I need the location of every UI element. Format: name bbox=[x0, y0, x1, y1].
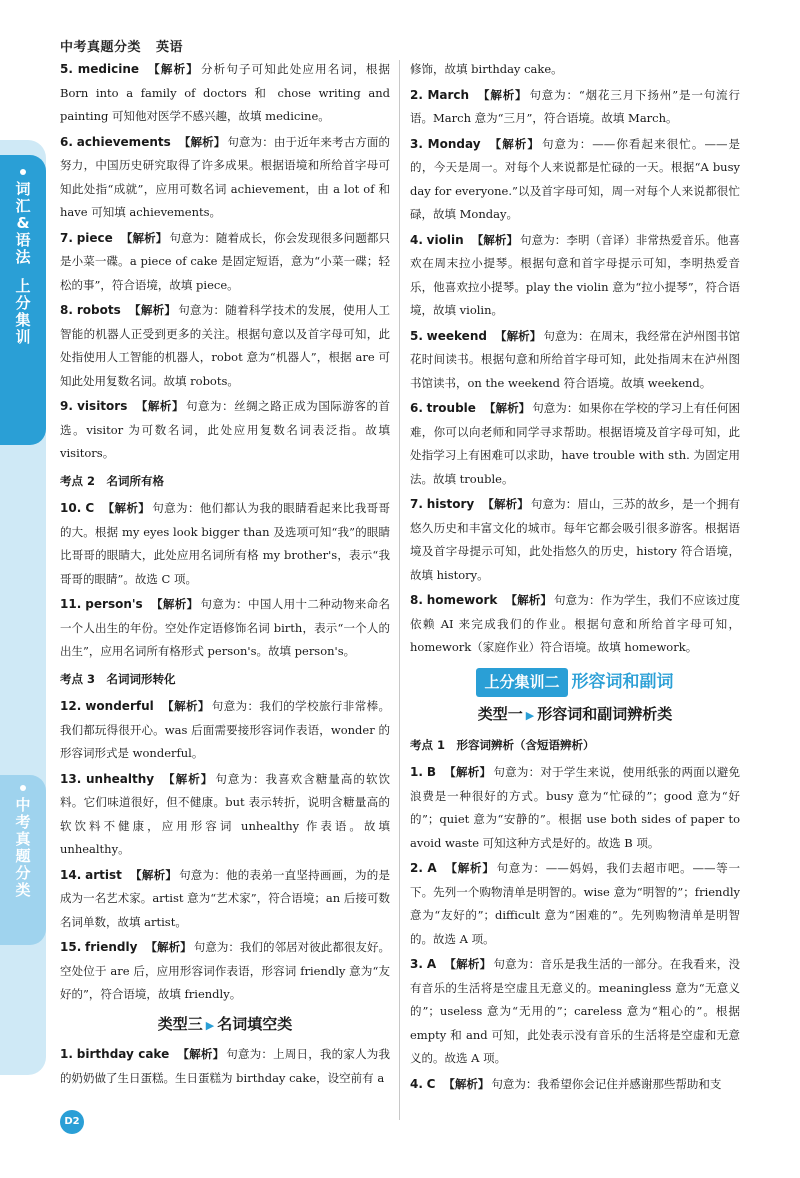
item-number: 1. bbox=[60, 1047, 73, 1061]
tab-char: 真 bbox=[15, 830, 31, 848]
answer-word: March bbox=[427, 87, 470, 102]
explanation-text: 句意为：——你看起来很忙。——是的，今天是周一。对每个人来说都是忙碌的一天。根据“A busy day for everyone.”以及首字母可知，周一对每个人来说都很忙碌，故填 Monday。 bbox=[410, 136, 741, 221]
answer-word: wonderful bbox=[85, 699, 154, 713]
tab-char: 分 bbox=[15, 294, 31, 312]
page-number: D2 bbox=[60, 1110, 84, 1134]
analysis-tag: 【解析】 bbox=[482, 497, 529, 511]
explanation-text: 修饰，故填 birthday cake。 bbox=[410, 62, 563, 76]
explanation-text: 句意为：我们的学校旅行非常棒。我们都玩得很开心。was 后面需要接形容词作表语，wonder 的形容词形式是 wonderful。 bbox=[60, 699, 391, 760]
explanation-text: 句意为：我们的邻居对彼此都很友好。空处位于 are 后，应用形容词作表语，形容词 friendly 意为“友好的”，符合语境，故填 friendly。 bbox=[60, 940, 391, 1001]
analysis-tag: 【解析】 bbox=[443, 1076, 490, 1091]
analysis-tag: 【解析】 bbox=[150, 597, 199, 611]
analysis-tag: 【解析】 bbox=[177, 1047, 225, 1061]
analysis-tag: 【解析】 bbox=[505, 593, 553, 607]
item-number: 8. bbox=[410, 593, 423, 607]
item-number: 3. bbox=[410, 136, 423, 151]
analysis-tag: 【解析】 bbox=[128, 303, 177, 317]
type-label: 类型三 bbox=[157, 1014, 203, 1033]
answer-item bbox=[60, 1043, 390, 1090]
explanation-text: 句意为：李明（音译）非常热爱音乐。他喜欢在周末拉小提琴。根据句意和首字母提示可知，李明热爱音乐，他喜欢拉小提琴。play the violin 意为“拉小提琴”，符合语境，故填 violin。 bbox=[410, 232, 741, 317]
tab-char: 集 bbox=[15, 311, 31, 329]
answer-item bbox=[410, 133, 740, 227]
answer-word: artist bbox=[85, 867, 122, 882]
answer-item bbox=[410, 229, 740, 323]
item-number: 1. bbox=[410, 765, 423, 779]
explanation-text: 句意为：在周末，我经常在泸州图书馆花时间读书。根据句意和所给首字母可知，此处指周末在泸州图书馆读书，on the weekend 符合语境。故填 weekend。 bbox=[410, 328, 741, 390]
tab-char: 汇 bbox=[15, 197, 31, 215]
right-column bbox=[410, 58, 740, 1098]
explanation-text: 句意为：丝绸之路正成为国际游客的首选。visitor 为可数名词，此处应用复数名词表泛指。故填 visitors。 bbox=[60, 399, 390, 460]
explanation-text: 句意为：他们都认为我的眼睛看起来比我哥哥的大。根据 my eyes look bigger than 及选项可知“我”的眼睛比哥哥的眼睛大，此处应用名词所有格 my brother's，表示“我哥哥的眼睛”。故选 C 项。 bbox=[60, 501, 391, 586]
section-heading: 考点 1 形容词辨析（含短语辨析） bbox=[410, 737, 595, 752]
tab-char: & bbox=[16, 214, 30, 232]
explanation-text: 句意为：“烟花三月下扬州”是一句流行语。March 意为“三月”，符合语境。故填 March。 bbox=[410, 87, 740, 125]
column-divider bbox=[399, 60, 400, 1120]
dot-icon bbox=[20, 785, 26, 791]
answer-word: person's bbox=[85, 597, 143, 611]
answer-word: C bbox=[426, 1076, 436, 1091]
triangle-icon: ▶ bbox=[525, 709, 535, 722]
answer-item bbox=[60, 936, 390, 1007]
answer-item bbox=[410, 84, 740, 131]
tab-char: 题 bbox=[15, 847, 31, 865]
item-number: 7. bbox=[60, 230, 73, 245]
tab-char: 语 bbox=[15, 231, 31, 249]
item-number: 11. bbox=[60, 597, 82, 611]
answer-item bbox=[60, 227, 390, 298]
answer-item bbox=[410, 1073, 740, 1097]
tab-char: 类 bbox=[15, 881, 31, 899]
answer-item bbox=[60, 299, 390, 393]
section-banner bbox=[410, 668, 740, 698]
answer-item bbox=[410, 589, 740, 660]
answer-item bbox=[410, 325, 740, 396]
subject-label: 英语 bbox=[156, 40, 184, 55]
answer-word: trouble bbox=[426, 401, 476, 415]
side-tab-vocab-grammar[interactable] bbox=[0, 155, 46, 445]
type-label: 类型一 bbox=[477, 705, 523, 723]
running-header bbox=[60, 36, 193, 55]
section-heading: 考点 3 名词词形转化 bbox=[60, 671, 176, 686]
analysis-tag: 【解析】 bbox=[161, 699, 210, 713]
answer-item bbox=[60, 58, 390, 129]
answer-word: unhealthy bbox=[85, 771, 155, 786]
answer-word: medicine bbox=[77, 62, 140, 76]
answer-item bbox=[410, 761, 740, 855]
item-number: 8. bbox=[60, 303, 73, 317]
tab-char: 考 bbox=[15, 813, 31, 831]
item-number: 9. bbox=[60, 399, 73, 413]
tab-char: 词 bbox=[15, 180, 31, 198]
analysis-tag: 【解析】 bbox=[178, 134, 226, 149]
answer-item bbox=[60, 395, 390, 466]
item-number: 6. bbox=[410, 401, 423, 415]
answer-word: homework bbox=[426, 593, 498, 607]
side-tab-exam-classified[interactable] bbox=[0, 775, 46, 945]
triangle-icon: ▶ bbox=[205, 1018, 215, 1032]
tab-char: 训 bbox=[15, 328, 31, 346]
analysis-tag: 【解析】 bbox=[471, 232, 519, 247]
item-number: 14. bbox=[60, 867, 82, 882]
type-title: 名词填空类 bbox=[217, 1014, 293, 1033]
type-heading bbox=[410, 703, 740, 728]
explanation-text: 句意为：随着科学技术的发展，使用人工智能的机器人正受到更多的关注。根据句意以及首字母可知，此处指使用人工智能的机器人，robot 意为“机器人”，根据 are 可知此处用复数名词。故填 robots。 bbox=[60, 303, 391, 388]
answer-word: birthday cake bbox=[76, 1047, 170, 1061]
left-column bbox=[60, 58, 390, 1092]
banner-title: 形容词和副词 bbox=[571, 671, 674, 692]
item-number: 4. bbox=[410, 232, 423, 247]
type-heading bbox=[60, 1013, 390, 1038]
item-number: 12. bbox=[60, 699, 82, 713]
analysis-tag: 【解析】 bbox=[162, 771, 214, 786]
answer-word: Monday bbox=[427, 136, 481, 151]
item-number: 5. bbox=[60, 62, 73, 76]
item-number: 13. bbox=[60, 771, 82, 786]
explanation-text: 句意为：中国人用十二种动物来命名一个人出生的年份。空处作定语修饰名词 birth，表示“一个人的出生”，应用名词所有格形式 person's。故填 person's。 bbox=[60, 597, 391, 658]
explanation-text: 句意为：音乐是我生活的一部分。在我看来，没有音乐的生活将是空虚且无意义的。meaningless 意为“无意义的”；useless 意为“无用的”；careless 意为“粗心的”。根据 empty 和 and 可知，此处表示没有音乐的生活将是空虚和无意义的。故选 A 项。 bbox=[410, 957, 741, 1065]
tab-char: 上 bbox=[15, 277, 31, 295]
answer-item bbox=[410, 493, 740, 587]
answer-word: A bbox=[427, 861, 437, 875]
explanation-text: 句意为：上周日，我的家人为我的奶奶做了生日蛋糕。生日蛋糕为 birthday cake，设空前有 a bbox=[60, 1047, 391, 1085]
explanation-text: 句意为：我喜欢含糖量高的软饮料。它们味道很好，但不健康。but 表示转折，说明含糖量高的软饮料不健康，应用形容词 unhealthy 作表语。故填 unhealthy。 bbox=[60, 771, 391, 856]
analysis-tag: 【解析】 bbox=[444, 765, 492, 779]
answer-word: achievements bbox=[76, 134, 171, 149]
answer-item bbox=[60, 768, 390, 862]
answer-item bbox=[410, 58, 740, 82]
item-number: 4. bbox=[410, 1076, 423, 1091]
analysis-tag: 【解析】 bbox=[135, 399, 184, 413]
banner-label: 上分集训二 bbox=[476, 668, 567, 698]
explanation-text: 句意为：如果你在学校的学习上有任何困难，你可以向老师和同学寻求帮助。根据语境及首字母可知，此处指学习上有困难可以求助，have trouble with sth. 为固定用法。故填 trouble。 bbox=[410, 401, 741, 486]
analysis-tag: 【解析】 bbox=[488, 136, 540, 151]
answer-item bbox=[60, 695, 390, 766]
explanation-text: 句意为：作为学生，我们不应该过度依赖 AI 来完成我们的作业。根据句意和所给首字母可知，homework（家庭作业）符合语境。故填 homework。 bbox=[410, 593, 741, 654]
analysis-tag: 【解析】 bbox=[120, 230, 168, 245]
section-heading: 考点 2 名词所有格 bbox=[60, 473, 165, 488]
answer-item bbox=[410, 857, 740, 951]
answer-item bbox=[60, 593, 390, 664]
answer-word: piece bbox=[76, 230, 113, 245]
answer-item bbox=[410, 397, 740, 491]
item-number: 5. bbox=[410, 328, 423, 343]
explanation-text: 分析句子可知此处应用名词，根据 Born into a family of doctors 和 chose writing and painting 可知他对医学不感兴趣，故填 medicine。 bbox=[60, 62, 391, 123]
answer-word: B bbox=[426, 765, 436, 779]
tab-char: 分 bbox=[15, 864, 31, 882]
tab-char: 中 bbox=[15, 796, 31, 814]
answer-item bbox=[60, 864, 390, 935]
answer-word: friendly bbox=[84, 940, 138, 954]
answer-word: visitors bbox=[77, 399, 128, 413]
answer-word: robots bbox=[76, 303, 121, 317]
item-number: 10. bbox=[60, 501, 82, 515]
type-title: 形容词和副词辨析类 bbox=[537, 705, 673, 723]
answer-item bbox=[60, 497, 390, 591]
analysis-tag: 【解析】 bbox=[147, 62, 199, 76]
item-number: 7. bbox=[410, 497, 423, 511]
analysis-tag: 【解析】 bbox=[494, 328, 542, 343]
item-number: 2. bbox=[410, 861, 423, 875]
answer-word: weekend bbox=[426, 328, 487, 343]
explanation-text: 句意为：眉山，三苏的故乡，是一个拥有悠久历史和丰富文化的城市。每年它都会吸引很多游客。根据语境及首字母提示可知，此处指悠久的历史，history 符合语境，故填 history。 bbox=[410, 497, 741, 582]
analysis-tag: 【解析】 bbox=[145, 940, 192, 954]
analysis-tag: 【解析】 bbox=[102, 501, 151, 515]
explanation-text: 句意为：——妈妈，我们去超市吧。——等一下。先列一个购物清单是明智的。wise 意为“明智的”；friendly 意为“友好的”；difficult 意为“困难的”。先列购物清单是明智的。故选 A 项。 bbox=[410, 861, 741, 946]
answer-item bbox=[410, 953, 740, 1071]
item-number: 3. bbox=[410, 957, 423, 971]
analysis-tag: 【解析】 bbox=[444, 957, 492, 971]
explanation-text: 句意为：他的表弟一直坚持画画，为的是成为一名艺术家。artist 意为“艺术家”，符合语境；an 后接可数名词单数，故填 artist。 bbox=[60, 867, 391, 929]
explanation-text: 句意为：由于近年来考古方面的努力，中国历史研究取得了许多成果。根据语境和所给首字母可知此处指“成就”，应用可数名词 achievement，由 a lot of 和 have 可知填 achievements。 bbox=[60, 134, 391, 219]
explanation-text: 句意为：我希望你会记住并感谢那些帮助和支 bbox=[491, 1076, 722, 1091]
analysis-tag: 【解析】 bbox=[444, 861, 495, 875]
analysis-tag: 【解析】 bbox=[483, 401, 531, 415]
answer-word: violin bbox=[426, 232, 464, 247]
answer-word: C bbox=[85, 501, 95, 515]
book-title: 中考真题分类 bbox=[60, 40, 142, 55]
tab-char: 法 bbox=[15, 248, 31, 266]
answer-word: A bbox=[426, 957, 437, 971]
answer-word: history bbox=[426, 497, 475, 511]
answer-item bbox=[60, 131, 390, 225]
item-number: 2. bbox=[410, 87, 423, 102]
dot-icon bbox=[20, 169, 26, 175]
analysis-tag: 【解析】 bbox=[129, 867, 178, 882]
analysis-tag: 【解析】 bbox=[477, 87, 528, 102]
explanation-text: 句意为：随着成长，你会发现很多问题都只是小菜一碟。a piece of cake 是固定短语，意为“小菜一碟；轻松的事”，符合语境，故填 piece。 bbox=[60, 230, 391, 292]
item-number: 6. bbox=[60, 134, 73, 149]
item-number: 15. bbox=[60, 940, 82, 954]
explanation-text: 句意为：对于学生来说，使用纸张的两面以避免浪费是一种很好的方式。busy 意为“忙碌的”；good 意为“好的”；quiet 意为“安静的”。根据 use both sides of paper to avoid waste 可知这种方式是好的。故选 B 项。 bbox=[410, 765, 741, 850]
